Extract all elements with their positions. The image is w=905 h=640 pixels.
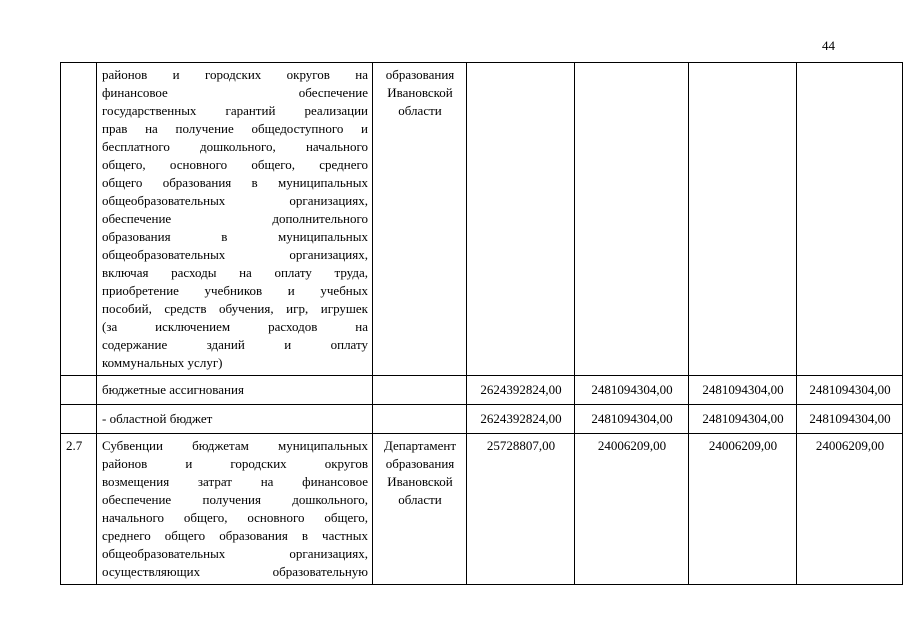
name-line: обеспечение дополнительного (102, 211, 368, 226)
program-name-cell: бюджетные ассигнования (97, 376, 373, 405)
executor-line: Департамент (383, 438, 457, 453)
name-line: включая расходы на оплату труда, (102, 265, 368, 280)
executor-line: Ивановской (387, 85, 453, 100)
executor-line: области (398, 103, 442, 118)
table-row (61, 376, 903, 405)
executor-cell (373, 405, 467, 434)
name-line: обеспечение получения дошкольного, (102, 492, 368, 507)
value-cell: 2481094304,00 (575, 405, 689, 434)
executor-line: Ивановской (387, 474, 453, 489)
value-cell (797, 63, 903, 376)
name-line: пособий, средств обучения, игр, игрушек (102, 301, 368, 316)
name-line: коммунальных услуг) (102, 355, 223, 370)
name-line: общего, основного общего, среднего (102, 157, 368, 172)
row-number-cell (61, 63, 97, 376)
value-cell (689, 63, 797, 376)
name-line: осуществляющих образовательную (102, 564, 368, 579)
name-line: районов и городских округов (102, 456, 368, 471)
row-number-cell: 2.7 (61, 434, 97, 585)
value-cell: 2624392824,00 (467, 405, 575, 434)
value-cell: 24006209,00 (797, 434, 903, 585)
value-cell: 2481094304,00 (689, 376, 797, 405)
value-cell: 2481094304,00 (797, 405, 903, 434)
row-number-cell (61, 376, 97, 405)
name-line: (за исключением расходов на (102, 319, 368, 334)
name-line: возмещения затрат на финансовое (102, 474, 368, 489)
program-name-cell (97, 434, 373, 585)
value-cell: 2481094304,00 (797, 376, 903, 405)
name-line: приобретение учебников и учебных (102, 283, 368, 298)
value-cell: 25728807,00 (467, 434, 575, 585)
name-line: общеобразовательных организациях, (102, 247, 368, 262)
name-line: общеобразовательных организациях, (102, 546, 368, 561)
executor-line: образования (385, 456, 455, 471)
name-line: бесплатного дошкольного, начального (102, 139, 368, 154)
row-number-cell (61, 405, 97, 434)
executor-cell (373, 434, 467, 585)
program-name-cell: - областной бюджет (97, 405, 373, 434)
value-cell: 24006209,00 (689, 434, 797, 585)
executor-line: области (398, 492, 442, 507)
table-row (61, 63, 903, 376)
name-line: прав на получение общедоступного и (102, 121, 368, 136)
value-cell (575, 63, 689, 376)
name-line: районов и городских округов на (102, 67, 368, 82)
executor-cell (373, 376, 467, 405)
value-cell: 2481094304,00 (689, 405, 797, 434)
value-cell: 24006209,00 (575, 434, 689, 585)
value-cell: 2624392824,00 (467, 376, 575, 405)
executor-cell (373, 63, 467, 376)
name-line: начального общего, основного общего, (102, 510, 368, 525)
program-name-cell (97, 63, 373, 376)
budget-table (60, 62, 903, 585)
value-cell (467, 63, 575, 376)
name-line: образования в муниципальных (102, 229, 368, 244)
executor-line: образования (385, 67, 455, 82)
name-line: Субвенции бюджетам муниципальных (102, 438, 368, 453)
table-row (61, 434, 903, 585)
value-cell: 2481094304,00 (575, 376, 689, 405)
name-line: среднего общего образования в частных (102, 528, 368, 543)
name-line: общего образования в муниципальных (102, 175, 368, 190)
table-row (61, 405, 903, 434)
name-line: общеобразовательных организациях, (102, 193, 368, 208)
name-line: государственных гарантий реализации (102, 103, 368, 118)
page-number: 44 (822, 38, 835, 53)
name-line: финансовое обеспечение (102, 85, 368, 100)
name-line: содержание зданий и оплату (102, 337, 368, 352)
